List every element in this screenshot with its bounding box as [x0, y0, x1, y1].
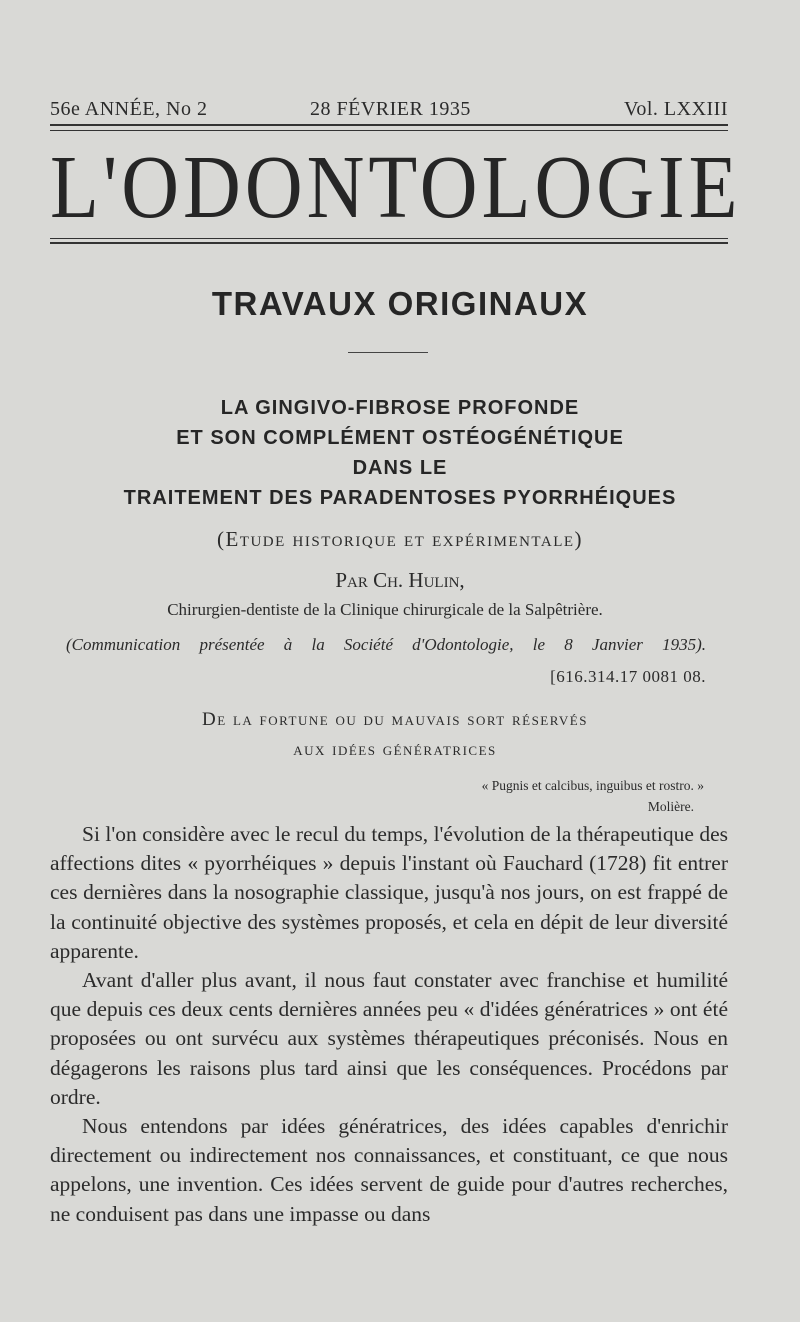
- article-author: Par Ch. Hulin,: [335, 568, 465, 592]
- epigraph-attribution: Molière.: [647, 799, 694, 814]
- article-title-line: ET SON COMPLÉMENT OSTÉOGÉNÉTIQUE: [176, 427, 624, 449]
- chapter-heading-line: aux idées génératrices: [293, 739, 497, 760]
- running-header: [50, 98, 728, 126]
- issue-number: 56e ANNÉE, No 2: [50, 98, 208, 120]
- article-subtitle: (Etude historique et expérimentale): [216, 527, 584, 551]
- body-paragraph: Nous entendons par idées génératrices, des idées capables d'enrichir directement ou indirectement nos connaissances, et constituant, ce que nous appelons, une invention. Ces idées servent de guide pour d'autres recherches, ne conduisent pas dans une impasse ou dans: [50, 1114, 728, 1226]
- article-title-line: DANS LE: [352, 457, 448, 479]
- body-paragraph: Avant d'aller plus avant, il nous faut constater avec franchise et humilité que depuis ces deux cents dernières années peu « d'idées génératrices » ont été proposées ou ont survécu aux systèmes thérapeutiques préconisés. Nous en dégagerons les raisons plus tard ainsi que les conséquences. Procédons par ordre.: [50, 968, 728, 1109]
- article-title-line: TRAITEMENT DES PARADENTOSES PYORRHÉIQUES: [123, 487, 677, 509]
- chapter-heading: [0, 705, 790, 765]
- section-divider: [348, 352, 428, 353]
- volume-number: Vol. LXXIII: [623, 98, 728, 120]
- body-paragraph: Si l'on considère avec le recul du temps, l'évolution de la thérapeutique des affections dites « pyorrhéiques » depuis l'instant où Fauchard (1728) fit entrer ces dernières dans la nosographie classique, jusqu'à nos jours, on est frappé de la continuité objective des systèmes proposés, et cela en dépit de leur diversité apparente.: [50, 822, 728, 963]
- epigraph-text: « Pugnis et calcibus, inguibus et rostro. »: [481, 778, 704, 793]
- epigraph: [304, 775, 704, 817]
- communication-note: (Communication présentée à la Société d'Odontologie, le 8 Janvier 1935).: [66, 635, 706, 654]
- chapter-heading-line: De la fortune ou du mauvais sort réservés: [202, 709, 588, 730]
- title-rule-thin: [50, 238, 728, 239]
- header-rule-thick: [50, 124, 728, 126]
- article-title: [0, 393, 800, 513]
- title-rule-thick: [50, 242, 728, 244]
- article-title-line: LA GINGIVO-FIBROSE PROFONDE: [220, 397, 580, 419]
- article-body: [50, 820, 728, 1229]
- header-rule-thin: [50, 130, 728, 131]
- classification-reference: [616.314.17 0081 08.: [550, 667, 706, 686]
- section-title: TRAVAUX ORIGINAUX: [211, 285, 589, 322]
- author-affiliation: Chirurgien-dentiste de la Clinique chirurgicale de la Salpêtrière.: [167, 600, 603, 619]
- journal-title: L'ODONTOLOGIE: [50, 138, 742, 238]
- issue-date: 28 FÉVRIER 1935: [310, 98, 471, 120]
